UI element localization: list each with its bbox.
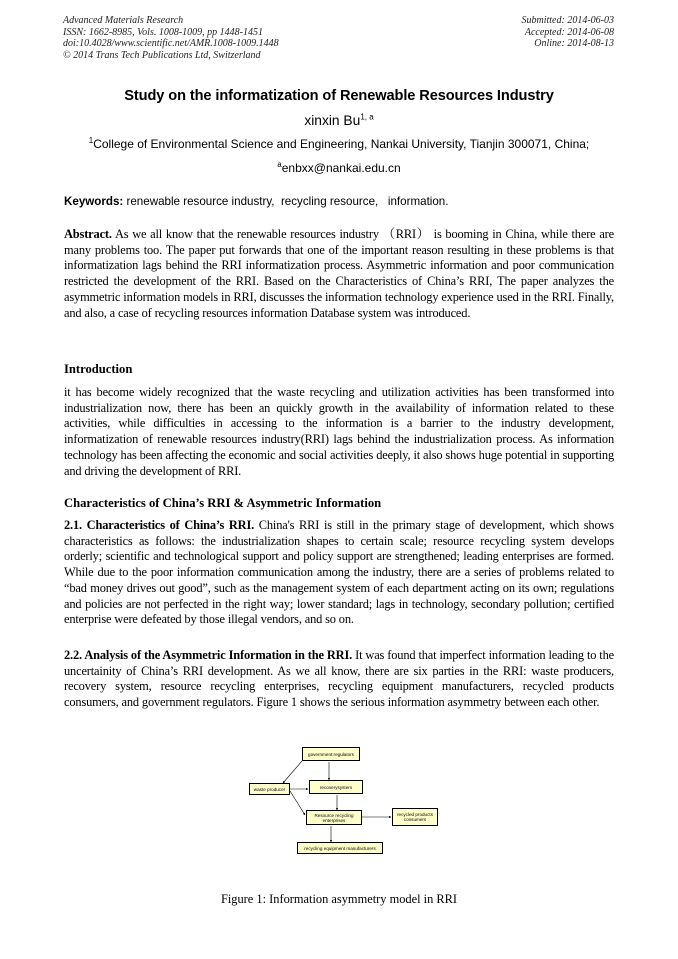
paper-email: [0, 161, 678, 175]
diagram-connectors: [247, 744, 443, 858]
date-online: Online: 2014-08-13: [534, 38, 614, 49]
header-dates: [522, 15, 615, 50]
introduction-paragraph: it has become widely recognized that the waste recycling and utilization activities has been transformed into industrialization now, there has been an quickly growth in the availability of information related to these activities, while difficulties in accessing to the information is a barrier to the industry development, informatization of renewable resources industry(RRI) lags behind the industrialization process. As information technology has been affecting the economic and social activities deeply, it also shows huge potential in supporting and driving the development of RRI.: [64, 385, 614, 478]
node-recycled-products-consumers: recycled products consumers: [392, 808, 438, 826]
section-2-2-paragraph: [64, 648, 614, 711]
paper-title: Study on the informatization of Renewable Resources Industry: [124, 88, 554, 104]
abstract-paragraph: [64, 227, 614, 321]
keywords-text: renewable resource industry, recycling resource, information.: [123, 195, 449, 208]
abstract-text: As we all know that the renewable resources industry （RRI） is booming in China, while there are many problems too. The paper put forwards that one of the important reason resulting in these problems is that informatization lags behind the RRI informatization process. Asymmetric information and poor communication restricted the development of the RRI. Based on the Characteristics of China’s RRI, The paper analyzes the asymmetric information models in RRI, discusses the information technology experience used in the RRI. Finally, and also, a case of recycling resources information Database system was introduced.: [64, 227, 614, 320]
waste-to-enterprise-arrow: [290, 791, 305, 815]
figure-1-diagram: [247, 744, 443, 858]
gov-to-waste-arrow: [283, 761, 302, 783]
section-2-2-text: It was found that imperfect information leading to the uncertainity of China’s RRI development. As we all know, there are six parties in the RRI: waste producers, recovery system, resource recycling enterprises, recycling equipment manufacturers, recycled products consumers, and government regulators. Figure 1 shows the serious information asymmetry between each other.: [64, 648, 614, 710]
keywords-label: Keywords:: [64, 195, 124, 208]
section-2-1-text: China's RRI is still in the primary stage of development, which shows characteristics as follows: the industrialization shapes to certain scale; resource recycling system develops orderly; scientific and technological support and policy support are strengthened; leading enterprises are formed. While due to the poor information communication among the industry, there are a series of problems related to “bad money drives out good”, such as the management system of each department acting on its own; regulations and policies are not perfected in the right way; lower standard; lags in technology, secondary pollution; certified enterprise were defeated by those illegal vendors, and so on.: [64, 518, 614, 627]
email-address[interactable]: enbxx@nankai.edu.cn: [281, 161, 401, 175]
date-submitted: Submitted: 2014-06-03: [521, 15, 614, 26]
node-recovery-system: recoverysystem: [309, 780, 363, 794]
introduction-heading: Introduction: [64, 362, 133, 376]
figure-caption: Figure 1: Information asymmetry model in RRI: [220, 892, 458, 906]
node-recycling-equipment-manufacturers: recycling equipment manufacturers: [297, 842, 383, 854]
journal-name: Advanced Materials Research: [63, 15, 184, 26]
author-name: xinxin Bu: [304, 113, 361, 128]
affiliation-text: College of Environmental Science and Engineering, Nankai University, Tianjin 300071, China;: [93, 137, 590, 151]
section-2-1-label: 2.1. Characteristics of China’s RRI.: [64, 518, 255, 532]
affiliation-superscript: 1: [88, 136, 94, 145]
abstract-label: Abstract.: [64, 227, 112, 241]
journal-doi[interactable]: doi:10.4028/www.scientific.net/AMR.1008-1009.1448: [63, 38, 279, 49]
date-accepted: Accepted: 2014-06-08: [524, 26, 614, 38]
author-superscript: 1, a: [360, 112, 374, 122]
keywords-line: [64, 195, 448, 208]
node-waste-producer: waste producer: [249, 783, 290, 795]
journal-copyright: © 2014 Trans Tech Publications Ltd, Switzerland: [63, 49, 261, 61]
header-journal-info: [63, 15, 279, 61]
journal-issn: ISSN: 1662-8985, Vols. 1008-1009, pp 1448-1451: [63, 26, 263, 38]
paper-affiliation: [0, 137, 678, 151]
section-2-2-label: 2.2. Analysis of the Asymmetric Information in the RRI.: [64, 648, 353, 662]
paper-author: [0, 113, 678, 128]
email-superscript: a: [277, 160, 282, 169]
section-2-1-paragraph: [64, 518, 614, 628]
section2-heading: Characteristics of China’s RRI & Asymmetric Information: [64, 496, 382, 510]
node-government-regulators: government regulators: [302, 747, 360, 761]
node-resource-recycling-enterprises: Resource recycling enterprises: [306, 810, 362, 825]
